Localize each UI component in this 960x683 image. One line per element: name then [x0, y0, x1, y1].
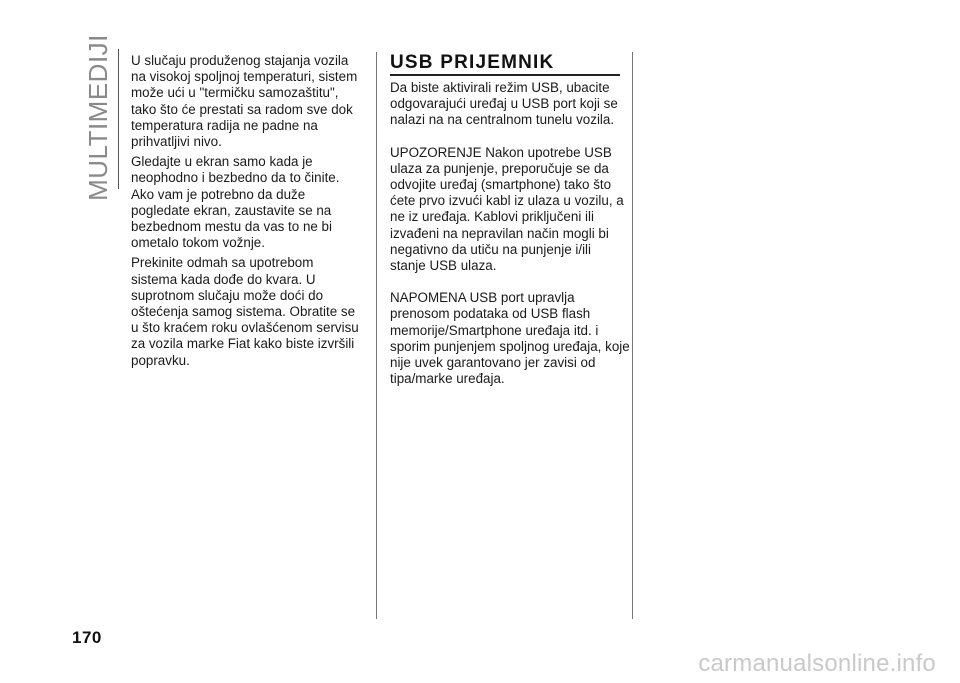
- column-divider: [376, 52, 377, 619]
- paragraph: U slučaju produženog stajanja vozila na visokoj spoljnoj temperaturi, sistem može ući u "termičku samozaštitu", tako što će prestati sa radom sve dok temperatura radija ne padne na prihvatljivi nivo.: [131, 53, 358, 150]
- paragraph: Gledajte u ekran samo kada je neophodno i bezbedno da to činite. Ako vam je potrebno da duže pogledate ekran, zaustavite se na bezbednom mestu da vas to ne bi ometalo tokom vožnje.: [131, 154, 340, 251]
- section-label: [82, 33, 114, 201]
- right-column: [390, 80, 630, 387]
- section-label-text: MULTIMEDIJI: [82, 33, 113, 201]
- paragraph: UPOZORENJE Nakon upotrebe USB ulaza za punjenje, preporučuje se da odvojite uređaj (smartphone) tako što ćete prvo izvući kabl iz ulaza u vozilu, a ne iz uređaja. Kablovi priključeni ili izvađeni na nepravilan način mogli bi negativno da utiču na punjenje i/ili stanje USB ulaza.: [390, 144, 624, 274]
- page-number: 170: [72, 628, 102, 647]
- section-divider: [118, 49, 119, 189]
- title-underline: [390, 74, 620, 76]
- section-title: USB PRIJEMNIK: [390, 52, 555, 73]
- paragraph: Prekinite odmah sa upotrebom sistema kada dođe do kvara. U suprotnom slučaju može doći do oštećenja samog sistema. Obratite se u što kraćem roku ovlašćenom servisu za vozila marke Fiat kako biste izvršili popravku.: [131, 255, 359, 368]
- paragraph: Da biste aktivirali režim USB, ubacite odgovarajući uređaj u USB port koji se nalazi na na centralnom tunelu vozila.: [390, 80, 618, 128]
- paragraph: NAPOMENA USB port upravlja prenosom podataka od USB flash memorije/Smartphone uređaja itd. i sporim punjenjem spoljnog uređaja, koje nije uvek garantovano jer zavisi od tipa/marke uređaja.: [390, 290, 630, 387]
- watermark: carmanualsonline.info: [698, 650, 936, 677]
- left-column: [131, 53, 361, 369]
- column-divider: [632, 52, 633, 619]
